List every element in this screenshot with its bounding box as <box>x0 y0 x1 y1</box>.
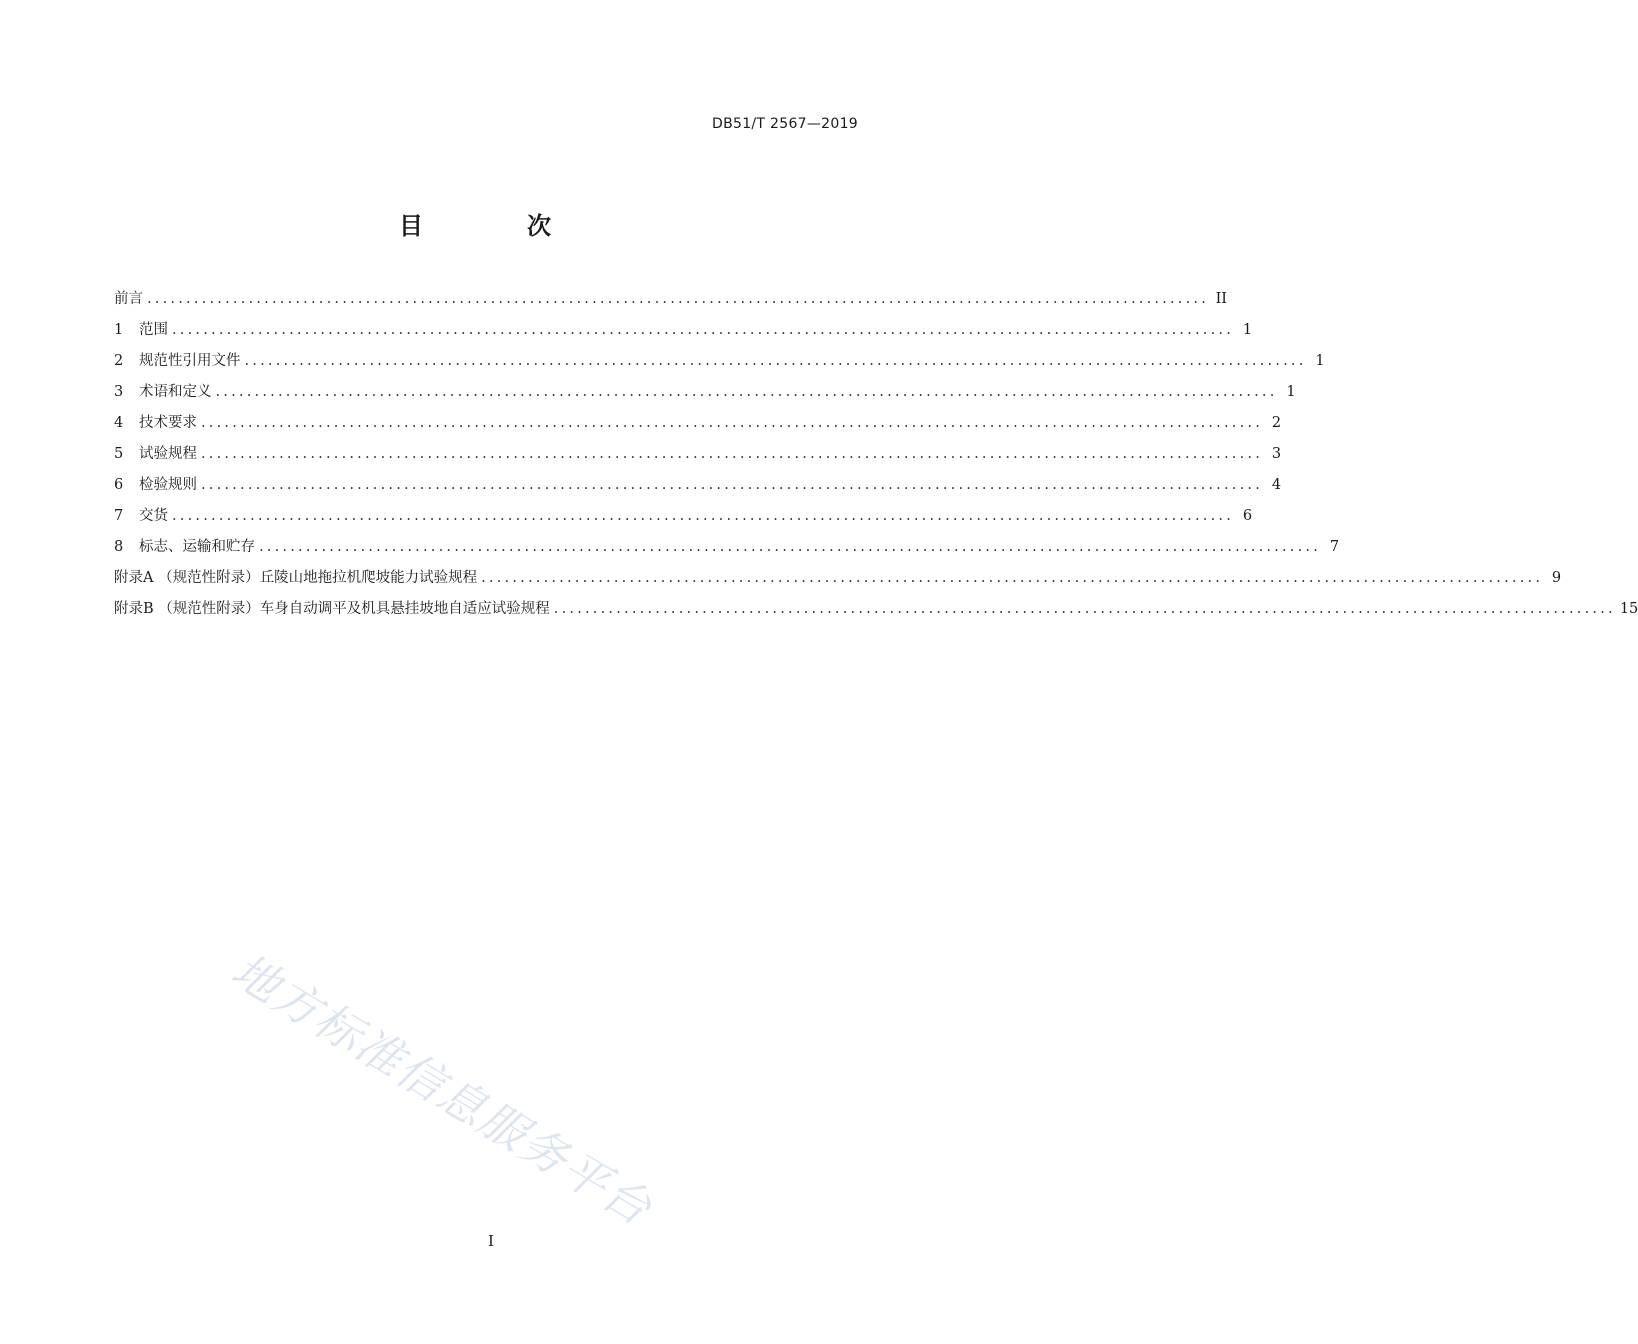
toc-entry-page: 9 <box>1551 570 1562 586</box>
toc-entry-page: 1 <box>1286 384 1296 400</box>
toc-leader-dots: ........................................................................................................................................ <box>481 570 1544 586</box>
toc-entry-page: 1 <box>1315 353 1325 369</box>
toc-entry-number: 4 <box>114 415 124 431</box>
toc-leader-dots: ........................................................................................................................................ <box>201 477 1264 493</box>
toc-entry-label: 检验规则 <box>139 477 197 493</box>
toc-leader-dots: ........................................................................................................................................ <box>259 539 1322 555</box>
watermark: 地方标准信息服务平台 <box>222 942 662 1237</box>
toc-entry-foreword[interactable] <box>114 287 1228 318</box>
toc-entry-page: 2 <box>1271 415 1282 431</box>
toc-entry-label: 交货 <box>139 508 168 524</box>
toc-entry-label: 附录B （规范性附录）车身自动调平及机具悬挂坡地自适应试验规程 <box>114 601 550 617</box>
toc-entry-page: 15 <box>1619 601 1638 617</box>
toc-entry-label: 标志、运输和贮存 <box>139 539 255 555</box>
toc-leader-dots: ........................................................................................................................................ <box>147 291 1210 307</box>
toc-entry-number: 6 <box>114 477 124 493</box>
toc-entry-6[interactable] <box>114 473 1282 504</box>
toc-entry-label: 技术要求 <box>139 415 197 431</box>
toc-entry-label: 附录A （规范性附录）丘陵山地拖拉机爬坡能力试验规程 <box>114 570 478 586</box>
table-of-contents <box>114 287 1638 628</box>
toc-entry-page: II <box>1215 291 1228 307</box>
toc-entry-number: 8 <box>114 539 124 555</box>
toc-entry-appendix-a[interactable] <box>114 566 1562 597</box>
toc-leader-dots: ........................................................................................................................................ <box>201 415 1264 431</box>
toc-entry-4[interactable] <box>114 411 1282 442</box>
toc-entry-page: 7 <box>1329 539 1340 555</box>
toc-leader-dots: ........................................................................................................................................ <box>201 446 1264 462</box>
toc-entry-page: 4 <box>1271 477 1282 493</box>
document-code: DB51/T 2567—2019 <box>712 116 858 132</box>
page-number: I <box>488 1232 494 1250</box>
toc-entry-label: 试验规程 <box>139 446 197 462</box>
toc-entry-number: 7 <box>114 508 124 524</box>
toc-entry-2[interactable] <box>114 349 1325 380</box>
toc-leader-dots: ........................................................................................................................................ <box>172 508 1235 524</box>
toc-entry-page: 1 <box>1242 322 1253 338</box>
toc-entry-appendix-b[interactable] <box>114 597 1638 628</box>
toc-entry-label: 范围 <box>139 322 168 338</box>
toc-entry-page: 3 <box>1271 446 1282 462</box>
toc-entry-5[interactable] <box>114 442 1282 473</box>
toc-entry-1[interactable] <box>114 318 1253 349</box>
toc-entry-label: 前言 <box>114 291 143 307</box>
toc-entry-number: 5 <box>114 446 124 462</box>
toc-entry-7[interactable] <box>114 504 1253 535</box>
page-title: 目 次 <box>399 212 591 240</box>
toc-entry-number: 3 <box>114 384 124 400</box>
toc-entry-label: 术语和定义 <box>139 384 212 400</box>
toc-leader-dots: ........................................................................................................................................ <box>553 601 1616 617</box>
toc-entry-label: 规范性引用文件 <box>139 353 241 369</box>
toc-entry-8[interactable] <box>114 535 1340 566</box>
toc-entry-page: 6 <box>1242 508 1253 524</box>
toc-entry-number: 2 <box>114 353 124 369</box>
toc-entry-number: 1 <box>114 322 124 338</box>
toc-leader-dots: ........................................................................................................................................ <box>215 384 1278 400</box>
toc-leader-dots: ........................................................................................................................................ <box>244 353 1307 369</box>
toc-entry-3[interactable] <box>114 380 1296 411</box>
toc-leader-dots: ........................................................................................................................................ <box>172 322 1235 338</box>
